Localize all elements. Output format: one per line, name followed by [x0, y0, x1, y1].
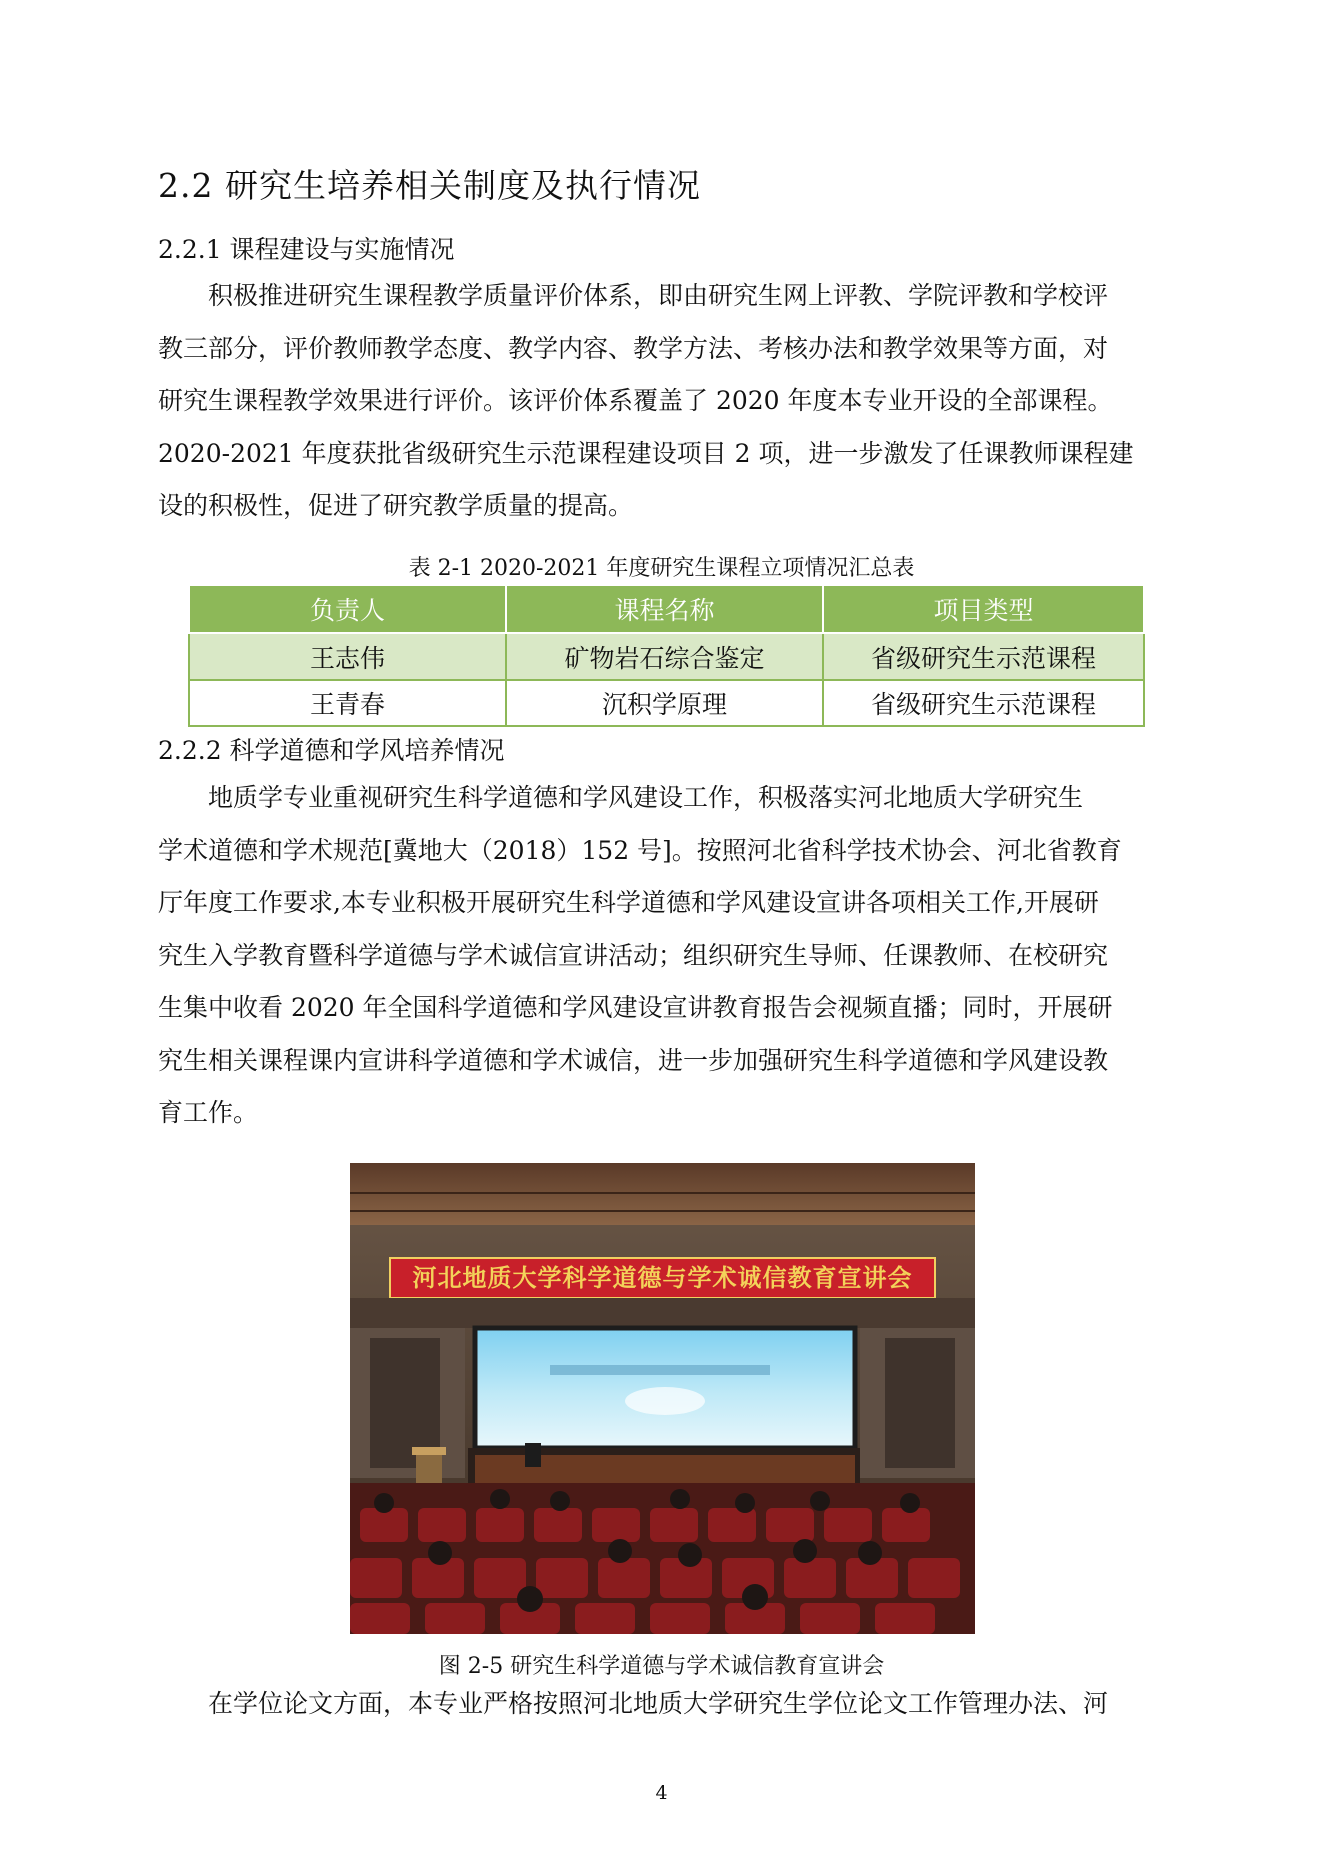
text-line: 厅年度工作要求,本专业积极开展研究生科学道德和学风建设宣讲各项相关工作,开展研 [158, 888, 1099, 917]
text-line: 育工作。 [158, 1098, 259, 1127]
text-line: 究生入学教育暨科学道德与学术诚信宣讲活动；组织研究生导师、任课教师、在校研究 [158, 940, 1109, 970]
section-title: 2.2 研究生培养相关制度及执行情况 [158, 166, 701, 205]
lecture-hall-photo [350, 1163, 975, 1634]
text-line: 设的积极性，促进了研究教学质量的提高。 [158, 491, 634, 520]
paragraph-academic-ethics [158, 772, 1170, 1140]
photo-banner-text: 河北地质大学科学道德与学术诚信教育宣讲会 [412, 1263, 913, 1292]
table-header-cell: 课程名称 [506, 585, 823, 633]
table-row [189, 680, 1144, 726]
figure-caption: 图 2-5 研究生科学道德与学术诚信教育宣讲会 [438, 1654, 885, 1679]
text-line: 研究生课程教学效果进行评价。该评价体系覆盖了 2020 年度本专业开设的全部课程。 [158, 386, 1113, 415]
text-line: 在学位论文方面，本专业严格按照河北地质大学研究生学位论文工作管理办法、河 [158, 1689, 1109, 1718]
paragraph-thesis [158, 1678, 1170, 1731]
text-line: 教三部分，评价教师教学态度、教学内容、教学方法、考核办法和教学效果等方面，对 [158, 333, 1109, 363]
table-cell: 矿物岩石综合鉴定 [506, 633, 823, 680]
table-cell: 省级研究生示范课程 [823, 680, 1144, 726]
text-line: 究生相关课程课内宣讲科学道德和学术诚信，进一步加强研究生科学道德和学风建设教 [158, 1045, 1109, 1075]
text-line: 地质学专业重视研究生科学道德和学风建设工作，积极落实河北地质大学研究生 [158, 783, 1084, 812]
table-header-row [189, 585, 1144, 633]
lecture-hall-illustration [350, 1163, 975, 1634]
table-header-cell: 项目类型 [823, 585, 1144, 633]
page-number: 4 [655, 1782, 668, 1804]
table-cell: 王青春 [189, 680, 506, 726]
table-header-cell: 负责人 [189, 585, 506, 633]
table-row [189, 633, 1144, 680]
table-cell: 省级研究生示范课程 [823, 633, 1144, 680]
table-caption: 表 2-1 2020-2021 年度研究生课程立项情况汇总表 [408, 556, 915, 581]
text-line: 学术道德和学术规范[冀地大（2018）152 号]。按照河北省科学技术协会、河北省教育 [158, 835, 1122, 865]
table-cell: 王志伟 [189, 633, 506, 680]
subsection-title-2-2-1: 2.2.1 课程建设与实施情况 [158, 235, 455, 264]
text-line: 生集中收看 2020 年全国科学道德和学风建设宣讲教育报告会视频直播；同时，开展研 [158, 993, 1113, 1022]
table-cell: 沉积学原理 [506, 680, 823, 726]
text-line: 2020-2021 年度获批省级研究生示范课程建设项目 2 项，进一步激发了任课教师课程建 [158, 438, 1134, 468]
subsection-title-2-2-2: 2.2.2 科学道德和学风培养情况 [158, 736, 505, 765]
course-table [188, 584, 1145, 727]
text-line: 积极推进研究生课程教学质量评价体系，即由研究生网上评教、学院评教和学校评 [158, 281, 1109, 310]
paragraph-course-construction [158, 270, 1170, 533]
